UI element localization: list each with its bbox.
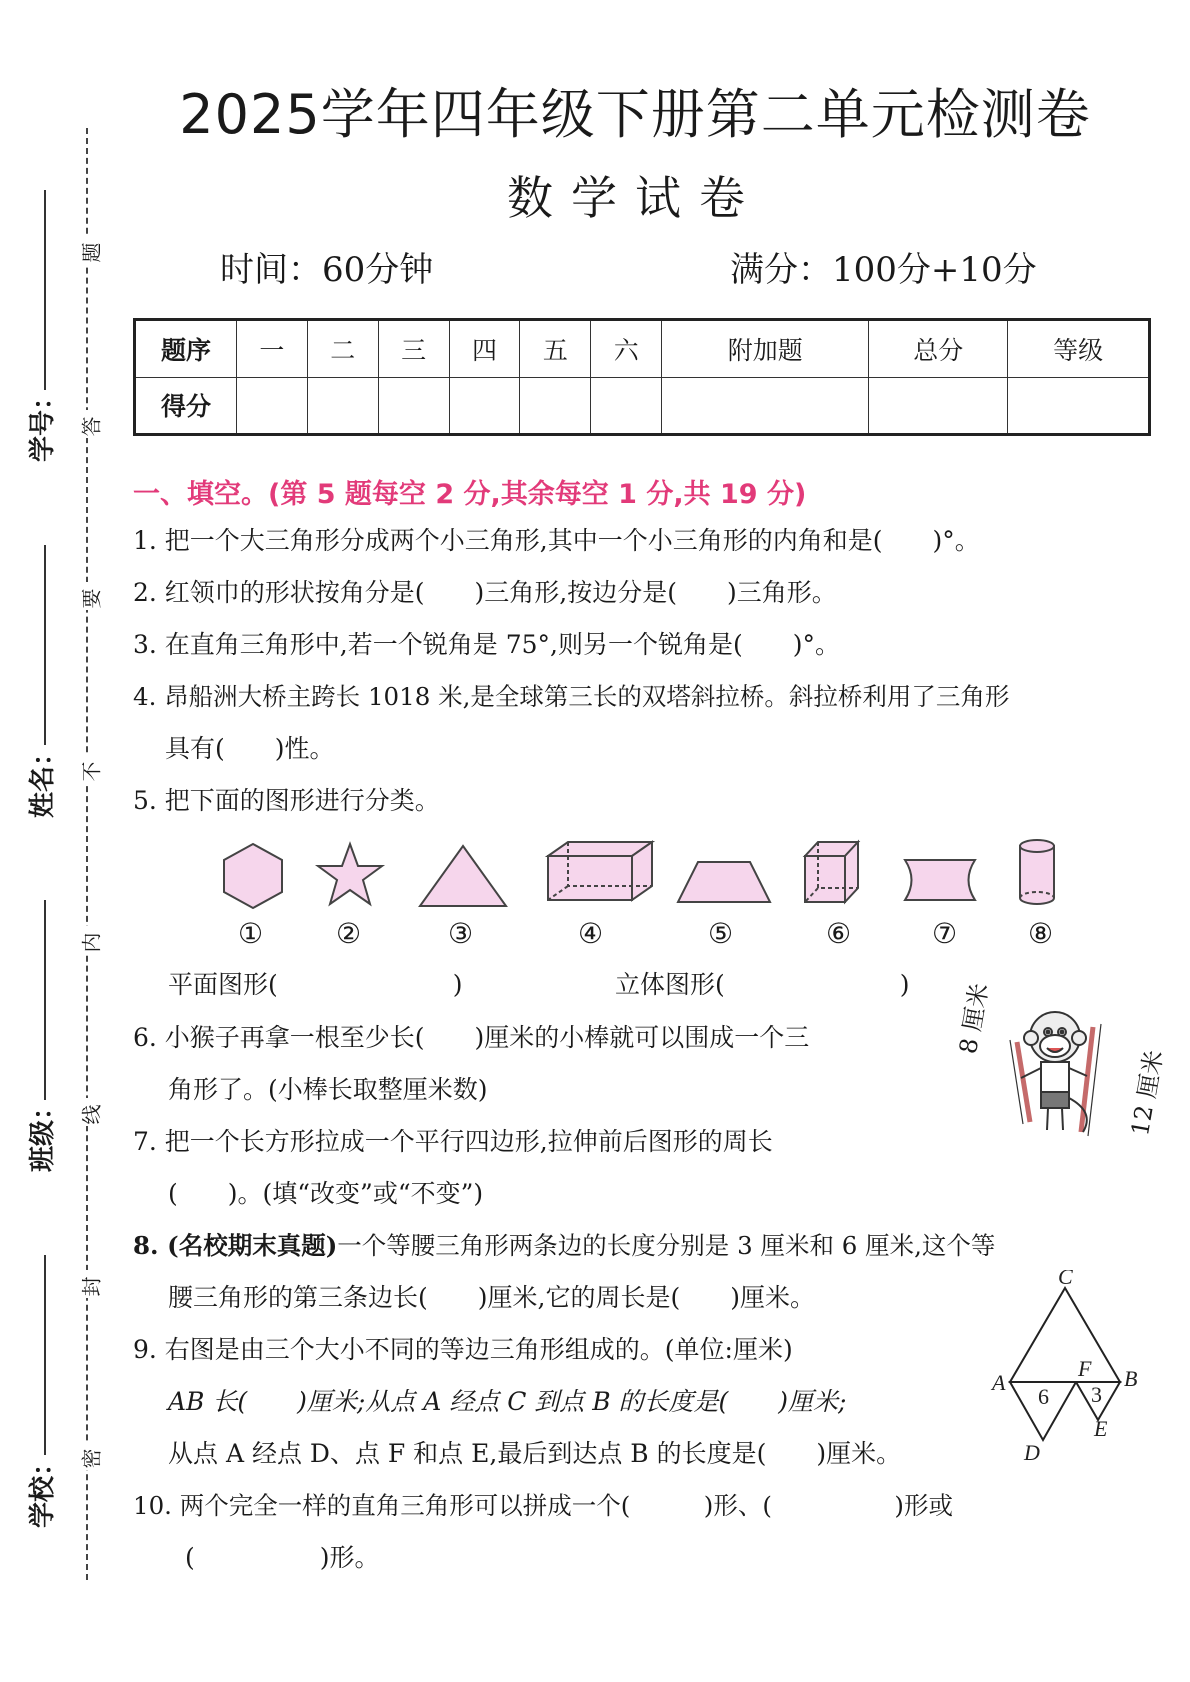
fold-char: 要 — [79, 588, 104, 609]
shape-number: ④ — [578, 917, 604, 950]
trapezoid-shape — [678, 862, 770, 902]
field-line — [44, 900, 46, 1100]
label-A: A — [992, 1370, 1006, 1395]
fold-char: 封 — [79, 1276, 104, 1297]
col-header: 二 — [307, 320, 378, 378]
col-header: 五 — [520, 320, 591, 378]
question-2: 2. 红领巾的形状按角分是( )三角形,按边分是( )三角形。 — [133, 578, 837, 607]
cube-shape — [805, 842, 858, 902]
score-cell[interactable] — [662, 377, 869, 435]
question-9-line3: 从点 A 经点 D、点 F 和点 E,最后到达点 B 的长度是( )厘米。 — [168, 1439, 902, 1468]
row-label-order: 题序 — [135, 320, 237, 378]
question-4: 4. 昂船洲大桥主跨长 1018 米,是全球第三长的双塔斜拉桥。斜拉桥利用了三角形 — [133, 682, 1010, 711]
fold-char: 线 — [79, 1104, 104, 1125]
fold-char: 内 — [79, 932, 104, 953]
score-cell[interactable] — [869, 377, 1008, 435]
shape-number: ② — [336, 917, 362, 950]
table-row — [135, 377, 1150, 435]
shape-number: ⑤ — [708, 917, 734, 950]
concave-shape — [905, 860, 975, 900]
hexagon-shape — [224, 844, 282, 908]
label-B: B — [1124, 1366, 1138, 1391]
fold-char: 不 — [79, 761, 104, 782]
question-8-cont: 腰三角形的第三条边长( )厘米,它的周长是( )厘米。 — [168, 1283, 815, 1312]
shape-number: ⑦ — [932, 917, 958, 950]
shape-number: ① — [238, 917, 264, 950]
question-8-text: 一个等腰三角形两条边的长度分别是 3 厘米和 6 厘米,这个等 — [337, 1231, 996, 1260]
fold-line — [86, 128, 88, 1580]
fold-char: 题 — [79, 242, 104, 263]
col-header: 等级 — [1008, 320, 1150, 378]
question-5: 5. 把下面的图形进行分类。 — [133, 786, 440, 815]
label-C: C — [1058, 1270, 1073, 1289]
row-label-score: 得分 — [135, 377, 237, 435]
col-header: 三 — [378, 320, 449, 378]
col-header: 附加题 — [662, 320, 869, 378]
section-heading: 一、填空。(第 5 题每空 2 分,其余每空 1 分,共 19 分) — [133, 479, 807, 510]
shapes-figure — [200, 836, 1080, 916]
question-9: 9. 右图是由三个大小不同的等边三角形组成的。(单位:厘米) — [133, 1335, 793, 1364]
star-shape — [318, 844, 382, 904]
score-cell[interactable] — [378, 377, 449, 435]
cylinder-shape — [1020, 840, 1054, 904]
solid-shapes-answer[interactable]: 立体图形( ) — [615, 970, 910, 999]
col-header: 四 — [449, 320, 520, 378]
label-D: D — [1024, 1440, 1040, 1465]
score-cell[interactable] — [520, 377, 591, 435]
table-row — [135, 320, 1150, 378]
field-line — [44, 545, 46, 745]
score-cell[interactable] — [307, 377, 378, 435]
score-table — [133, 318, 1151, 436]
score-cell[interactable] — [1008, 377, 1150, 435]
class-label: 班级： — [28, 1093, 58, 1172]
exam-title: 2025学年四年级下册第二单元检测卷 — [179, 83, 1091, 146]
question-10: 10. 两个完全一样的直角三角形可以拼成一个( )形、( )形或 — [133, 1491, 953, 1520]
question-1: 1. 把一个大三角形分成两个小三角形,其中一个小三角形的内角和是( )°。 — [133, 526, 980, 555]
plane-shapes-answer[interactable]: 平面图形( ) — [168, 970, 463, 999]
col-header: 一 — [237, 320, 308, 378]
full-score: 满分：100分+10分 — [730, 250, 1037, 290]
question-8-tag: 8. (名校期末真题) — [133, 1231, 338, 1260]
question-6: 6. 小猴子再拿一根至少长( )厘米的小棒就可以围成一个三 — [133, 1023, 810, 1052]
field-line — [44, 190, 46, 390]
triangle-shape — [420, 846, 506, 906]
shape-number: ⑧ — [1028, 917, 1054, 950]
time-limit: 时间：60分钟 — [220, 250, 434, 290]
score-cell[interactable] — [449, 377, 520, 435]
question-4-cont: 具有( )性。 — [165, 734, 335, 763]
question-7: 7. 把一个长方形拉成一个平行四边形,拉伸前后图形的周长 — [133, 1127, 773, 1156]
stick-length-right: 12 厘米 — [1125, 1048, 1169, 1138]
question-7-cont: ( )。(填“改变”或“不变”) — [168, 1179, 484, 1208]
exam-subtitle: 数学试卷 — [507, 171, 763, 225]
shape-number: ⑥ — [826, 917, 852, 950]
score-cell[interactable] — [237, 377, 308, 435]
label-E: E — [1094, 1416, 1108, 1441]
triangles-figure — [990, 1270, 1150, 1470]
length-3: 3 — [1091, 1382, 1102, 1407]
name-label: 姓名： — [28, 739, 58, 818]
school-label: 学校： — [28, 1449, 58, 1528]
cuboid-shape — [548, 842, 652, 900]
question-3: 3. 在直角三角形中,若一个锐角是 75°,则另一个锐角是( )°。 — [133, 630, 840, 659]
length-6: 6 — [1038, 1384, 1049, 1409]
label-F: F — [1078, 1356, 1092, 1381]
fold-char: 答 — [79, 416, 104, 437]
fold-char: 密 — [79, 1448, 104, 1469]
student-id-label: 学号： — [28, 383, 58, 462]
shape-number: ③ — [448, 917, 474, 950]
question-8 — [133, 1231, 995, 1260]
question-6-cont: 角形了。(小棒长取整厘米数) — [168, 1075, 488, 1104]
col-header: 总分 — [869, 320, 1008, 378]
col-header: 六 — [591, 320, 662, 378]
question-10-cont: ( )形。 — [185, 1543, 380, 1572]
stick-length-left: 8 厘米 — [953, 981, 994, 1056]
score-cell[interactable] — [591, 377, 662, 435]
field-line — [44, 1255, 46, 1455]
question-9-line2: AB 长( )厘米;从点 A 经点 C 到点 B 的长度是( )厘米; — [168, 1387, 847, 1416]
